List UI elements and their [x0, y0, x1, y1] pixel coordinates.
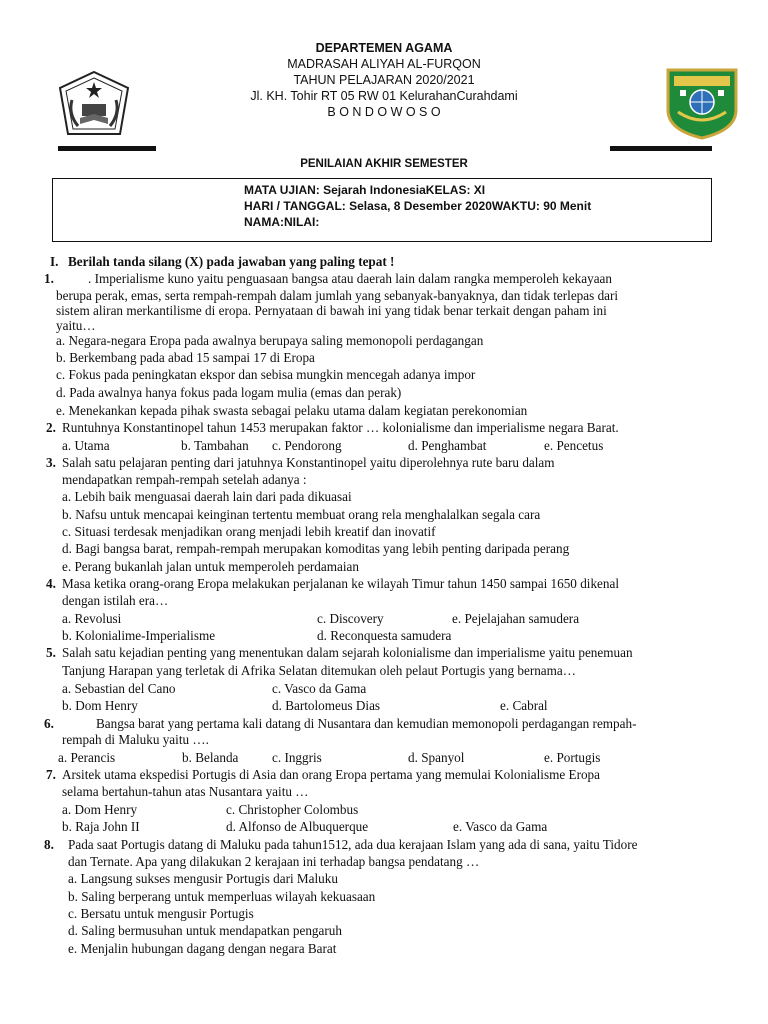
- question-text-line: Salah satu kejadian penting yang menentukan dalam sejarah kolonialisme dan imperialisme yaitu penemuan: [62, 645, 633, 660]
- answer-option-d[interactable]: d. Bartolomeus Dias: [272, 698, 381, 713]
- answer-option-b[interactable]: b. Dom Henry: [62, 698, 138, 713]
- info-name-score: NAMA:NILAI:: [244, 215, 320, 229]
- question-number: 3.: [46, 455, 56, 470]
- answer-option-c[interactable]: c. Fokus pada peningkatan ekspor dan sebisa mungkin mencegah adanya impor: [56, 367, 476, 382]
- answer-option-e[interactable]: e. Menjalin hubungan dagang dengan negara Barat: [68, 941, 337, 956]
- question-number: 7.: [46, 767, 56, 782]
- answer-option-b[interactable]: b. Saling berperang untuk memperluas wilayah kekuasaan: [68, 889, 376, 904]
- question-text-line: Bangsa barat yang pertama kali datang di Nusantara dan kemudian memonopoli perdagangan rempah-: [96, 716, 637, 731]
- section-instruction: Berilah tanda silang (X) pada jawaban yang paling tepat !: [68, 254, 395, 269]
- header-line-5: B O N D O W O S O: [327, 105, 441, 119]
- section-numeral: I.: [50, 254, 59, 269]
- answer-option-d[interactable]: d. Reconquesta samudera: [317, 628, 452, 643]
- answer-option-a[interactable]: a. Langsung sukses mengusir Portugis dari Maluku: [68, 871, 338, 886]
- regency-emblem-logo: [664, 66, 740, 140]
- answer-option-d[interactable]: d. Spanyol: [408, 750, 465, 765]
- question-text-line: Salah satu pelajaran penting dari jatuhnya Konstantinopel yaitu diperolehnya rute baru dalam: [62, 455, 555, 470]
- info-day-date-time: HARI / TANGGAL: Selasa, 8 Desember 2020WAKTU: 90 Menit: [244, 199, 592, 213]
- answer-option-b[interactable]: b. Kolonialime-Imperialisme: [62, 628, 216, 643]
- answer-option-a[interactable]: a. Revolusi: [62, 611, 122, 626]
- question-number: 1.: [44, 271, 54, 286]
- answer-option-e[interactable]: e. Pencetus: [544, 438, 604, 453]
- answer-option-d[interactable]: d. Penghambat: [408, 438, 487, 453]
- answer-option-b[interactable]: b. Tambahan: [181, 438, 249, 453]
- question-text-line: . Imperialisme kuno yaitu penguasaan bangsa atau daerah lain dalam rangka memperoleh kekayaan: [88, 271, 612, 286]
- answer-option-d[interactable]: d. Alfonso de Albuquerque: [226, 819, 369, 834]
- answer-option-b[interactable]: b. Nafsu untuk mencapai keinginan tertentu membuat orang rela menghalalkan segala cara: [62, 507, 541, 522]
- header-line-3: TAHUN PELAJARAN 2020/2021: [293, 73, 475, 87]
- exam-title: PENILAIAN AKHIR SEMESTER: [300, 158, 468, 170]
- question-number: 6.: [44, 716, 54, 731]
- answer-option-c[interactable]: c. Vasco da Gama: [272, 681, 367, 696]
- question-text-line: yaitu…: [56, 318, 96, 333]
- question-text-line: selama bertahun-tahun atas Nusantara yaitu …: [62, 784, 309, 799]
- answer-option-a[interactable]: a. Sebastian del Cano: [62, 681, 176, 696]
- answer-option-d[interactable]: d. Pada awalnya hanya fokus pada logam mulia (emas dan perak): [56, 385, 402, 400]
- answer-option-a[interactable]: a. Negara-negara Eropa pada awalnya berupaya saling memonopoli perdagangan: [56, 333, 484, 348]
- question-text-line: mendapatkan rempah-rempah setelah adanya :: [62, 472, 307, 487]
- answer-option-c[interactable]: c. Situasi terdesak menjadikan orang menjadi lebih kreatif dan inovatif: [62, 524, 436, 539]
- answer-option-d[interactable]: d. Saling bermusuhan untuk mendapatkan pengaruh: [68, 923, 342, 938]
- answer-option-a[interactable]: a. Dom Henry: [62, 802, 138, 817]
- answer-option-c[interactable]: c. Pendorong: [272, 438, 342, 453]
- answer-option-c[interactable]: c. Bersatu untuk mengusir Portugis: [68, 906, 254, 921]
- answer-option-e[interactable]: e. Vasco da Gama: [453, 819, 548, 834]
- question-text-line: sistem aliran merkantilisme di eropa. Pernyataan di bawah ini yang tidak benar terkait dengan paham ini: [56, 303, 607, 318]
- answer-option-c[interactable]: c. Inggris: [272, 750, 322, 765]
- answer-option-b[interactable]: b. Belanda: [182, 750, 239, 765]
- question-text-line: dan Ternate. Apa yang dilakukan 2 kerajaan ini terhadap bangsa pendatang …: [68, 854, 480, 869]
- question-text-line: berupa perak, emas, serta rempah-rempah dalam jumlah yang sebanyak-banyaknya, dan tidak terlepas dari: [56, 288, 619, 303]
- answer-option-e[interactable]: e. Cabral: [500, 698, 548, 713]
- info-subject-class: MATA UJIAN: Sejarah IndonesiaKELAS: XI: [244, 183, 486, 197]
- question-text-line: Arsitek utama ekspedisi Portugis di Asia dan orang Eropa pertama yang memulai Kolonialisme Eropa: [62, 767, 600, 782]
- header-line-2: MADRASAH ALIYAH AL-FURQON: [287, 57, 481, 71]
- answer-option-a[interactable]: a. Utama: [62, 438, 110, 453]
- question-text-line: dengan istilah era…: [62, 593, 169, 608]
- answer-option-d[interactable]: d. Bagi bangsa barat, rempah-rempah merupakan komoditas yang lebih penting daripada perang: [62, 541, 570, 556]
- question-text-line: rempah di Maluku yaitu ….: [62, 732, 209, 747]
- answer-option-e[interactable]: e. Menekankan kepada pihak swasta sebagai pelaku utama dalam kegiatan perekonomian: [56, 403, 528, 418]
- answer-option-b[interactable]: b. Raja John II: [62, 819, 140, 834]
- answer-option-b[interactable]: b. Berkembang pada abad 15 sampai 17 di Eropa: [56, 350, 315, 365]
- answer-option-c[interactable]: c. Discovery: [317, 611, 384, 626]
- answer-option-a[interactable]: a. Perancis: [58, 750, 116, 765]
- answer-option-e[interactable]: e. Pejelajahan samudera: [452, 611, 580, 626]
- question-number: 4.: [46, 576, 56, 591]
- header-line-1: DEPARTEMEN AGAMA: [315, 41, 453, 55]
- question-text-line: Tanjung Harapan yang terletak di Afrika Selatan ditemukan oleh pelaut Portugis yang bernama…: [62, 663, 576, 678]
- answer-option-c[interactable]: c. Christopher Colombus: [226, 802, 359, 817]
- question-number: 5.: [46, 645, 56, 660]
- question-number: 8.: [44, 837, 54, 852]
- answer-option-e[interactable]: e. Perang bukanlah jalan untuk memperoleh perdamaian: [62, 559, 359, 574]
- answer-option-e[interactable]: e. Portugis: [544, 750, 601, 765]
- question-text-line: Runtuhnya Konstantinopel tahun 1453 merupakan faktor … kolonialisme dan imperialisme negara Barat.: [62, 420, 619, 435]
- question-number: 2.: [46, 420, 56, 435]
- left-rule: [58, 146, 156, 151]
- header-line-4: Jl. KH. Tohir RT 05 RW 01 KelurahanCurahdami: [250, 89, 518, 103]
- question-text-line: Pada saat Portugis datang di Maluku pada tahun1512, ada dua kerajaan Islam yang ada di sana, yaitu Tidore: [68, 837, 638, 852]
- question-text-line: Masa ketika orang-orang Eropa melakukan perjalanan ke wilayah Timur tahun 1450 sampai 1650 dikenal: [62, 576, 620, 591]
- answer-option-a[interactable]: a. Lebih baik menguasai daerah lain dari pada dikuasai: [62, 489, 352, 504]
- right-rule: [610, 146, 712, 151]
